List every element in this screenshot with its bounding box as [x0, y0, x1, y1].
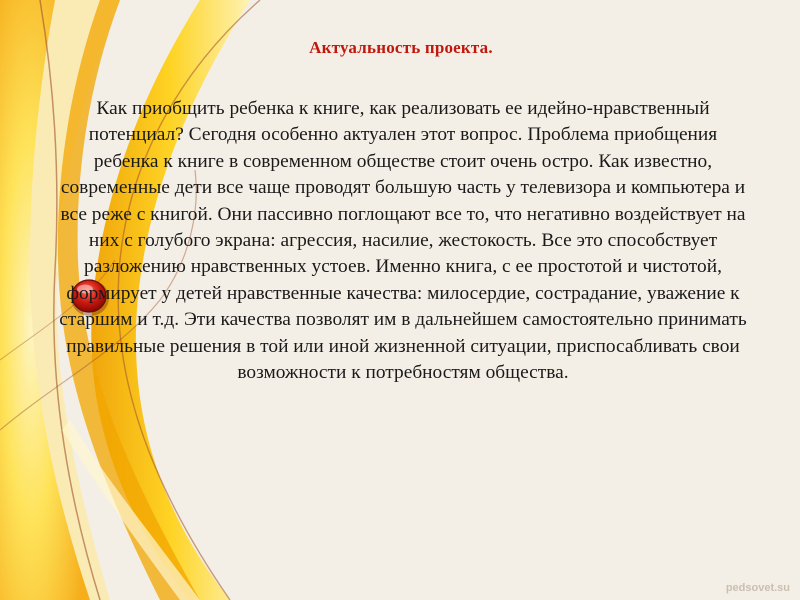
slide-title: Актуальность проекта. — [309, 38, 493, 57]
watermark: pedsovet.su — [725, 582, 790, 594]
slide-body-text: Как приобщить ребенка к книге, как реализовать ее идейно-нравственный потенциал? Сегодня особенно актуален этот вопрос. Проблема приобщения ребенка к книге в современном обществе стоит очень остро. Как известно, современные дети все чаще проводят большую часть у телевизора и компьютера и все реже с книгой. Они пассивно поглощают все то, что негативно воздействует на них с голубого экрана: агрессия, насилие, жестокость. Все это способствует разложению нравственных устоев. Именно книга, с ее простотой и чистотой, формирует у детей нравственные качества: милосердие, сострадание, уважение к старшим и т.д. Эти качества позволят им в дальнейшем самостоятельно принимать правильные решения в той или иной жизненной ситуации, приспосабливать свои возможности к потребностям общества. — [59, 98, 747, 384]
